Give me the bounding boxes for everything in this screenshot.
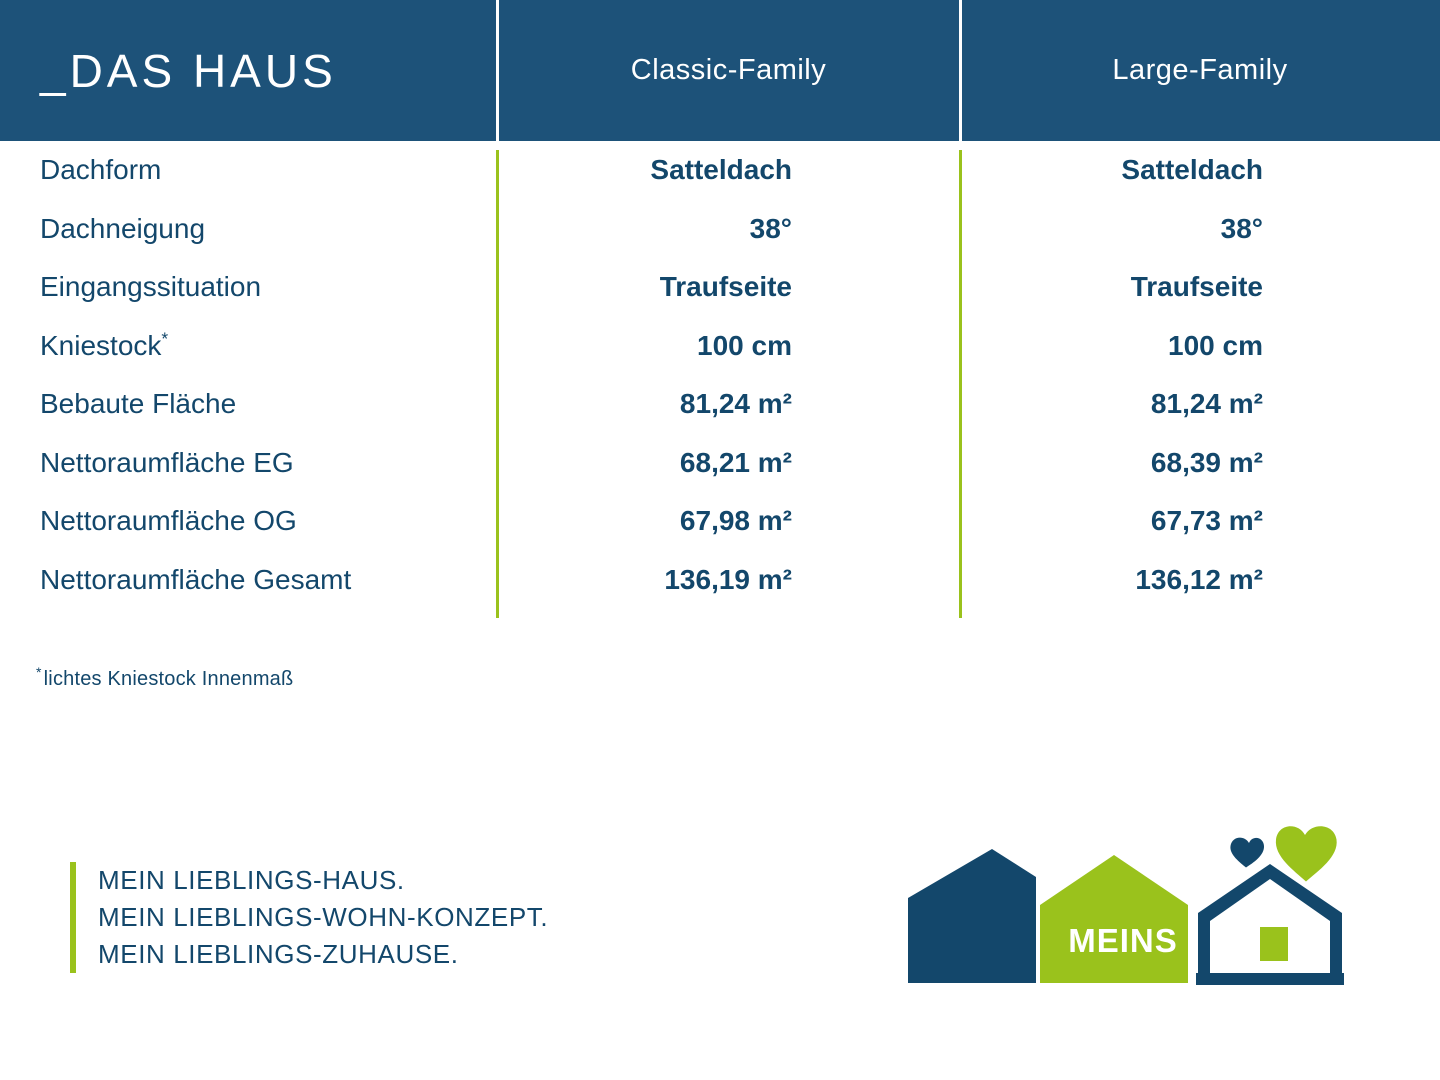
row-value-classic-family: 81,24 m² — [679, 388, 792, 420]
row-label: Eingangssituation — [40, 271, 262, 303]
column-header-large-family: Large-Family — [1112, 54, 1288, 86]
logo-wordmark: MEINS — [1068, 922, 1178, 959]
row-value-large-family: 38° — [1220, 212, 1263, 244]
row-value-classic-family: 136,19 m² — [664, 563, 792, 595]
claim-line-2: MEIN LIEBLINGS-WOHN-KONZEPT. — [98, 901, 549, 932]
row-value-large-family: 67,73 m² — [1150, 505, 1263, 537]
logo — [900, 795, 1380, 1005]
claim-line-3: MEIN LIEBLINGS-ZUHAUSE. — [98, 938, 459, 969]
row-value-classic-family: 68,21 m² — [679, 446, 792, 478]
header-band — [0, 0, 1440, 141]
window-icon — [1260, 927, 1288, 961]
row-value-large-family: 81,24 m² — [1150, 388, 1263, 420]
footnote-marker: * — [161, 328, 169, 349]
row-label: Nettoraumfläche Gesamt — [40, 563, 352, 595]
footnote-text: lichtes Kniestock Innenmaß — [43, 668, 294, 690]
row-label: Kniestock* — [40, 328, 169, 361]
claim-block — [70, 862, 548, 973]
row-label: Nettoraumfläche OG — [40, 505, 297, 537]
claim-line-1: MEIN LIEBLINGS-HAUS. — [98, 865, 405, 895]
logo-graphic — [900, 795, 1380, 1005]
house-middle-icon — [1040, 855, 1188, 983]
row-value-large-family: Traufseite — [1130, 271, 1263, 303]
table-row — [0, 492, 1440, 551]
column-header-classic-family: Classic-Family — [630, 54, 827, 86]
table-row — [0, 551, 1440, 610]
row-value-classic-family: 38° — [749, 212, 792, 244]
footnote — [36, 664, 294, 691]
table-row — [0, 375, 1440, 434]
table-row — [0, 258, 1440, 317]
table-row — [0, 141, 1440, 200]
row-label: Nettoraumfläche EG — [40, 446, 294, 478]
header-divider-1 — [496, 0, 499, 141]
table-row — [0, 434, 1440, 493]
claim-accent-bar — [70, 862, 76, 973]
row-value-classic-family: 100 cm — [697, 329, 792, 361]
table-row — [0, 200, 1440, 259]
header-divider-2 — [959, 0, 962, 141]
row-label: Dachform — [40, 154, 162, 186]
row-label: Bebaute Fläche — [40, 388, 237, 420]
heart-large-icon — [1276, 826, 1337, 881]
row-label: Dachneigung — [40, 212, 206, 244]
row-value-classic-family: Satteldach — [650, 154, 792, 186]
row-value-large-family: 136,12 m² — [1135, 563, 1263, 595]
page-title: _DAS HAUS — [40, 44, 337, 97]
house-right-outline-icon — [1198, 864, 1342, 983]
row-value-large-family: 68,39 m² — [1150, 446, 1263, 478]
row-value-large-family: 100 cm — [1168, 329, 1263, 361]
specification-table — [0, 141, 1440, 609]
house-right-base — [1196, 973, 1344, 985]
heart-small-icon — [1230, 838, 1264, 868]
row-value-classic-family: Traufseite — [659, 271, 792, 303]
footnote-star: * — [36, 664, 42, 681]
row-value-classic-family: 67,98 m² — [679, 505, 792, 537]
row-value-large-family: Satteldach — [1121, 154, 1263, 186]
table-row — [0, 317, 1440, 376]
house-left-icon — [908, 849, 1036, 983]
